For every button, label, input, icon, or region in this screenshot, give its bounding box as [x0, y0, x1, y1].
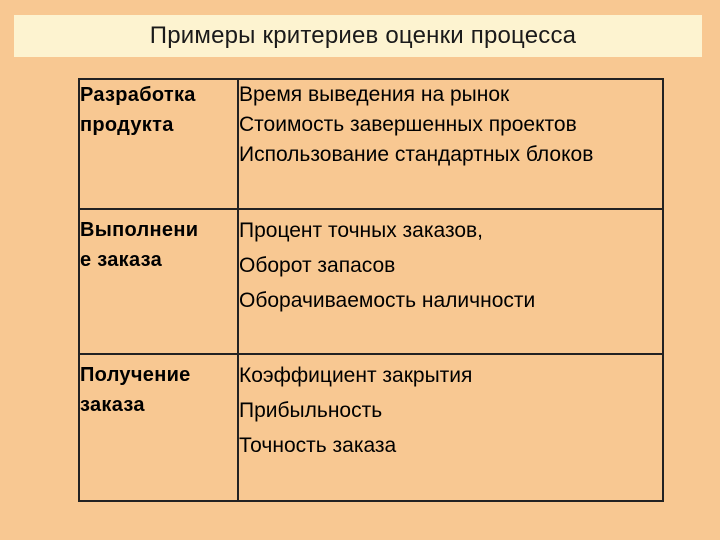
criterion-item: Стоимость завершенных проектов: [239, 113, 577, 136]
category-cell: [79, 79, 238, 209]
category-label-line: Получение: [80, 364, 191, 386]
table-row: [79, 354, 663, 501]
category-label-line: заказа: [80, 394, 145, 416]
criterion-item: Использование стандартных блоков: [239, 143, 594, 166]
criterion-item: Прибыльность: [239, 399, 383, 422]
criterion-item: Точность заказа: [239, 434, 397, 457]
criterion-item: Процент точных заказов,: [239, 219, 484, 242]
category-cell: [79, 209, 238, 354]
category-cell: [79, 354, 238, 501]
criterion-item: Оборот запасов: [239, 254, 396, 277]
table-row: [79, 79, 663, 209]
criteria-cell: [238, 354, 663, 501]
category-label-line: Разработка: [80, 84, 196, 106]
criteria-cell: [238, 79, 663, 209]
criterion-item: Время выведения на рынок: [239, 83, 510, 106]
criteria-table: [78, 78, 664, 502]
table-row: [79, 209, 663, 354]
criterion-item: Коэффициент закрытия: [239, 364, 473, 387]
category-label-line: продукта: [80, 114, 174, 136]
criterion-item: Оборачиваемость наличности: [239, 289, 536, 312]
criteria-cell: [238, 209, 663, 354]
title-bar: [14, 15, 702, 57]
category-label-line: Выполнени: [80, 219, 199, 241]
slide-title: Примеры критериев оценки процесса: [149, 22, 577, 49]
category-label-line: е заказа: [80, 249, 163, 271]
